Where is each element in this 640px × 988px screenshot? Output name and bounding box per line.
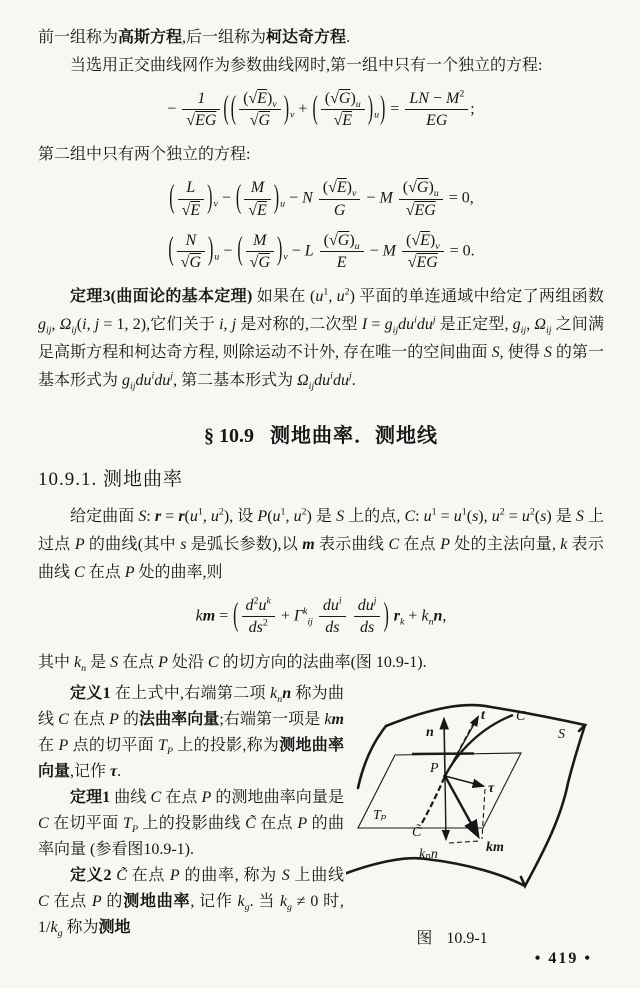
vector-km <box>445 776 478 836</box>
figure-label-t: t <box>481 707 485 723</box>
figure-caption <box>346 925 604 948</box>
figure-label-km: km <box>486 839 504 855</box>
paragraph-orthogonal-net-intro: 当选用正交曲线网作为参数曲线网时,第一组中只有一个独立的方程: <box>70 57 543 74</box>
figure-label-S: S <box>558 726 565 742</box>
formula-codazzi-1: ( $\frac{L}{√E}$ )$_v$ − ( $\frac{M}{√E}$ )$_u - N$ $\frac{(√E)_v}{G}$ − M $\frac{(√G)_u}{√EG}$ = 0, <box>169 179 474 219</box>
formula-gauss-equation: − $\frac{1}{√EG}$ ( ( $\frac{(√E)_v}{√G}$ )$_v$ + ( $\frac{(√G)_u}{√E}$ )$_u$) = $\frac{LN - M^2}{EG}$ ; <box>167 88 475 130</box>
vector-knn <box>445 776 446 839</box>
point-P <box>443 774 447 778</box>
section-number: § 10.9 <box>204 425 254 448</box>
paragraph-gauss-codazzi-naming: 前一组称为高斯方程,后一组称为柯达奇方程. <box>38 29 351 46</box>
figure-caption-label: 图 <box>416 929 433 947</box>
surface-outline <box>346 705 585 886</box>
figure-label-knn: kₙn <box>419 846 438 862</box>
left-text-column <box>38 681 344 948</box>
formula-codazzi-2: ( $\frac{N}{√G}$ )$_u$ − ( $\frac{M}{√G}$ )$_v - L$ $\frac{(√G)_u}{E}$ − M $\frac{(√E)_v}{√EG}$ = 0. <box>168 231 475 271</box>
projected-curve-C-tilde <box>422 776 445 823</box>
figure-label-P: P <box>430 760 439 776</box>
normal-vector-n <box>444 719 445 776</box>
formula-curvature-vector: km = ( $\frac{d^2u^k}{ds^2}$ + $\Gamma^k_{ij}$ $\frac{du^i}{ds}$ $\frac{du^j}{ds}$ ) $r_k + k_nn$, <box>195 595 447 637</box>
figure-10-9-1 <box>346 681 604 948</box>
curve-C <box>445 715 513 776</box>
section-title: 测地曲率．测地线 <box>270 425 438 448</box>
paragraph-definition-2: 定义2 C̃ 在点 P 的曲率, 称为 S 上曲线 C 在点 P 的测地曲率, 记作 $k_g$. 当 $k_g \ne 0$ 时, $1/k_g$ 称为测地 <box>38 866 344 939</box>
paragraph-surface-setup: 给定曲面 S: $r = r(u^1$, $u^2$), 设 $P(u^1$, $u^2$) 是 S 上的点, C: $u^1 = u^1(s)$, $u^2 = u^2(s)$ 是 S 上过点 P 的曲线(其中 s 是弧长参数),以 m 表示曲线 C 在点 P 处的主法向量, k 表示曲线 C 在点 P 处的曲率,则 <box>38 506 604 582</box>
paragraph-theorem-3: 定理3(曲面论的基本定理) 如果在 ($u^1$, $u^2$) 平面的单连通域中给定了两组函数 $g_{ij}$, $\Omega_{ij}(i$, j = 1, 2),它们关于 i, j 是对称的,二次型 $I = g_{ij}du^idu^j$ 是正定型, $g_{ij}$, $\Omega_{ij}$ 之间满足高斯方程和柯达奇方程, 则除运动不计外, 存在唯一的空间曲面 S, 使得 S 的第一基本形式为 $g_{ij}du^idu^j$, 第二基本形式为 $\Omega_{ij}du^idu^j$. <box>38 286 604 393</box>
subsection-heading: 10.9.1. 测地曲率 <box>38 469 184 491</box>
paragraph-normal-curvature-note: 其中 $k_n$ 是 S 在点 P 处沿 C 的切方向的法曲率(图 10.9-1). <box>38 653 427 674</box>
figure-label-n: n <box>426 724 434 740</box>
paragraph-second-group-intro: 第二组中只有两个独立的方程: <box>38 146 251 164</box>
tangent-vector-t <box>445 717 478 776</box>
section-heading <box>38 419 604 448</box>
figure-label-C-tilde: C̃ <box>412 824 422 840</box>
two-column-area <box>38 681 604 948</box>
figure-label-C: C <box>516 708 526 724</box>
figure-diagram <box>346 693 604 921</box>
paragraph-definition-1: 定义1 在上式中,右端第二项 $k_nn$ 称为曲线 C 在点 P 的法曲率向量;右端第一项是 km 在 P 点的切平面 $T_P$ 上的投影,称为测地曲率向量,记作 τ. <box>38 684 344 780</box>
figure-label-TP: Tₚ <box>373 807 387 823</box>
figure-label-tau: τ <box>488 780 495 796</box>
paragraph-theorem-1: 定理1 曲线 C 在点 P 的测地曲率向量是 C 在切平面 $T_P$ 上的投影曲线 C̃ 在点 P 的曲率向量 (参看图10.9-1). <box>38 788 344 858</box>
page-number: • 419 • <box>534 950 592 967</box>
figure-caption-number: 10.9-1 <box>446 929 488 947</box>
